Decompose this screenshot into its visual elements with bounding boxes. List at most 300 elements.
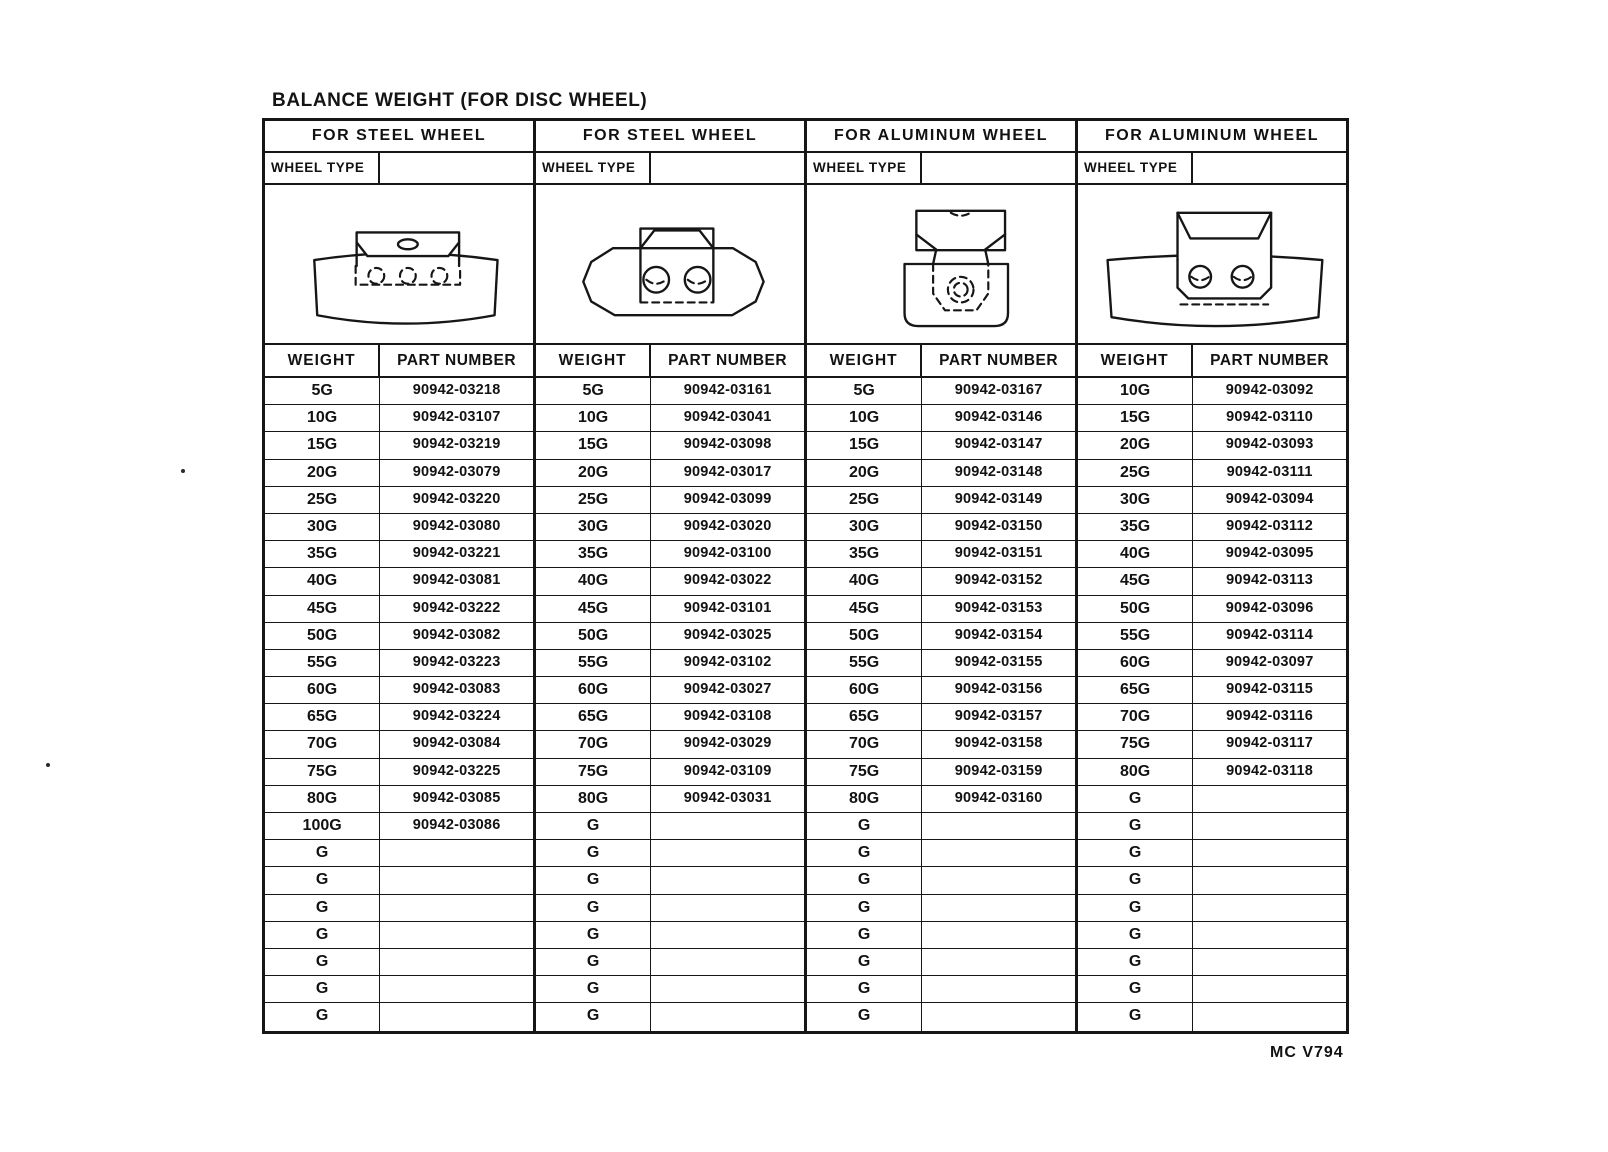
part-number-cell	[1193, 786, 1346, 812]
table-row	[807, 976, 1075, 1003]
table-row	[536, 786, 804, 813]
table-row	[536, 949, 804, 976]
table-row	[265, 405, 533, 432]
table-row	[1078, 759, 1346, 786]
table-row	[1078, 786, 1346, 813]
part-number-cell: 90942-03085	[412, 789, 501, 806]
table-row	[536, 976, 804, 1003]
part-number-cell: 90942-03092	[1225, 382, 1314, 398]
weight-cell: G	[807, 895, 922, 921]
column-headers	[265, 345, 533, 378]
weight-cell: G	[536, 949, 651, 975]
weight-cell: 55G	[536, 650, 651, 676]
group-header: FOR STEEL WHEEL	[265, 121, 533, 153]
weight-cell: 70G	[536, 731, 651, 757]
part-number-cell: 90942-03083	[412, 681, 501, 698]
table-row	[1078, 840, 1346, 867]
weight-cell: 65G	[265, 704, 380, 730]
weight-cell: G	[807, 922, 922, 948]
drawing-code: MC V794	[1270, 1044, 1344, 1061]
weight-cell: 25G	[1078, 460, 1193, 486]
wheel-type-value	[651, 153, 804, 183]
part-number-cell: 90942-03110	[1226, 409, 1314, 426]
group-header: FOR STEEL WHEEL	[536, 121, 804, 153]
weight-cell: 70G	[265, 731, 380, 757]
wheel-weight-diagram-cell	[536, 185, 804, 345]
rim-strip-weight-front-diagram	[265, 185, 533, 343]
table-row	[1078, 976, 1346, 1003]
part-number-cell	[651, 813, 804, 839]
part-number-cell	[922, 1003, 1075, 1030]
wheel-type-value	[1193, 153, 1346, 183]
table-row	[536, 704, 804, 731]
table-row	[536, 596, 804, 623]
part-number-cell: 90942-03150	[954, 517, 1043, 534]
wheel-type-row	[536, 153, 804, 185]
rows-container	[1078, 378, 1346, 1031]
table-row	[265, 432, 533, 459]
table-row	[807, 949, 1075, 976]
weight-cell: G	[265, 976, 380, 1002]
weight-cell: G	[1078, 1003, 1193, 1030]
part-number-column-header: PART NUMBER	[1210, 352, 1330, 369]
table-row	[265, 1003, 533, 1030]
wheel-type-label: WHEEL TYPE	[1078, 153, 1193, 183]
part-number-cell	[651, 922, 804, 948]
part-number-cell: 90942-03095	[1225, 545, 1314, 562]
weight-cell: 45G	[807, 596, 922, 622]
part-number-cell: 90942-03155	[954, 653, 1043, 670]
table-row	[807, 650, 1075, 677]
table-row	[265, 378, 533, 405]
part-number-cell: 90942-03146	[954, 409, 1043, 426]
table-row	[1078, 1003, 1346, 1030]
wheel-type-row	[1078, 153, 1346, 185]
weight-cell: 80G	[265, 786, 380, 812]
weight-cell: G	[807, 1003, 922, 1030]
part-number-cell	[922, 813, 1075, 839]
weight-cell: G	[807, 949, 922, 975]
weight-cell: 45G	[1078, 568, 1193, 594]
rows-container	[807, 378, 1075, 1031]
weight-cell: 25G	[536, 487, 651, 513]
part-number-cell: 90942-03157	[954, 708, 1043, 725]
part-number-cell: 90942-03079	[412, 463, 501, 480]
part-number-cell	[1193, 840, 1346, 866]
weight-cell: G	[536, 1003, 651, 1030]
table-row	[807, 677, 1075, 704]
table-row	[265, 813, 533, 840]
part-number-cell: 90942-03080	[412, 517, 501, 534]
weight-cell: 35G	[265, 541, 380, 567]
table-row	[265, 840, 533, 867]
part-number-cell	[651, 840, 804, 866]
weight-cell: 80G	[536, 786, 651, 812]
part-number-cell: 90942-03097	[1225, 653, 1314, 670]
weight-cell: 20G	[536, 460, 651, 486]
weight-cell: 50G	[807, 623, 922, 649]
aluminum-wheel-table-1	[804, 118, 1078, 1034]
table-row	[807, 786, 1075, 813]
wheel-type-row	[807, 153, 1075, 185]
weight-cell: G	[265, 922, 380, 948]
part-number-cell: 90942-03224	[412, 708, 501, 725]
weight-cell: 30G	[1078, 487, 1193, 513]
part-number-cell	[1193, 895, 1346, 921]
table-row	[536, 677, 804, 704]
part-number-cell	[380, 1003, 533, 1030]
table-row	[265, 487, 533, 514]
weight-cell: 5G	[807, 378, 922, 404]
table-row	[1078, 867, 1346, 894]
part-number-cell: 90942-03167	[954, 382, 1043, 398]
column-headers	[1078, 345, 1346, 378]
table-row	[1078, 596, 1346, 623]
table-row	[807, 623, 1075, 650]
part-number-cell	[380, 895, 533, 921]
weight-cell: G	[807, 976, 922, 1002]
steel-wheel-table-2	[533, 118, 807, 1034]
weight-cell: 20G	[807, 460, 922, 486]
table-row	[536, 650, 804, 677]
weight-cell: G	[265, 1003, 380, 1030]
table-row	[265, 568, 533, 595]
part-number-cell: 90942-03102	[683, 653, 772, 670]
weight-cell: 75G	[265, 759, 380, 785]
weight-cell: 40G	[1078, 541, 1193, 567]
part-number-cell: 90942-03093	[1225, 436, 1314, 453]
part-number-cell: 90942-03081	[412, 572, 501, 589]
wheel-weight-diagram-cell	[1078, 185, 1346, 345]
table-row	[807, 405, 1075, 432]
table-row	[536, 867, 804, 894]
weight-cell: 75G	[536, 759, 651, 785]
weight-cell: 75G	[807, 759, 922, 785]
weight-cell: 5G	[536, 378, 651, 404]
weight-cell: 15G	[1078, 405, 1193, 431]
part-number-cell: 90942-03112	[1226, 517, 1314, 534]
table-row	[807, 596, 1075, 623]
weight-cell: 10G	[536, 405, 651, 431]
part-number-cell	[922, 867, 1075, 893]
table-row	[807, 514, 1075, 541]
weight-cell: G	[1078, 840, 1193, 866]
weight-cell: 15G	[807, 432, 922, 458]
part-number-cell: 90942-03098	[683, 436, 772, 453]
part-number-cell	[651, 895, 804, 921]
weight-cell: 10G	[1078, 378, 1193, 404]
part-number-column-header: PART NUMBER	[939, 352, 1059, 369]
table-row	[807, 378, 1075, 405]
part-number-column-header: PART NUMBER	[668, 352, 788, 369]
part-number-cell: 90942-03100	[683, 545, 772, 562]
table-row	[536, 731, 804, 758]
weight-cell: G	[265, 840, 380, 866]
table-row	[265, 514, 533, 541]
weight-cell: 50G	[265, 623, 380, 649]
weight-cell: G	[1078, 813, 1193, 839]
part-number-cell	[380, 949, 533, 975]
part-number-cell: 90942-03017	[683, 463, 772, 480]
weight-cell: G	[807, 867, 922, 893]
part-number-cell	[922, 840, 1075, 866]
weight-cell: 55G	[1078, 623, 1193, 649]
table-row	[807, 731, 1075, 758]
weight-cell: 65G	[1078, 677, 1193, 703]
wheel-weight-diagram-cell	[265, 185, 533, 345]
table-row	[265, 460, 533, 487]
weight-column-header: WEIGHT	[1078, 345, 1193, 376]
clip-weight-side-section-diagram	[536, 185, 804, 343]
part-number-cell: 90942-03082	[412, 626, 501, 643]
part-number-cell: 90942-03115	[1226, 681, 1314, 698]
part-number-cell: 90942-03084	[412, 735, 501, 752]
part-number-cell	[1193, 976, 1346, 1002]
part-number-cell: 90942-03156	[954, 681, 1043, 698]
weight-cell: G	[265, 949, 380, 975]
weight-cell: G	[536, 922, 651, 948]
wheel-type-row	[265, 153, 533, 185]
part-number-cell	[380, 867, 533, 893]
weight-cell: 55G	[807, 650, 922, 676]
weight-column-header: WEIGHT	[807, 345, 922, 376]
part-number-cell: 90942-03160	[954, 789, 1043, 806]
table-row	[1078, 514, 1346, 541]
weight-cell: 15G	[265, 432, 380, 458]
weight-cell: 30G	[265, 514, 380, 540]
part-number-cell	[1193, 867, 1346, 893]
part-number-cell: 90942-03147	[954, 436, 1043, 453]
part-number-cell: 90942-03151	[954, 545, 1043, 562]
part-number-cell: 90942-03101	[683, 599, 772, 616]
rows-container	[265, 378, 533, 1031]
part-number-cell: 90942-03086	[412, 817, 501, 833]
weight-cell: 35G	[1078, 514, 1193, 540]
table-row	[536, 460, 804, 487]
part-number-cell	[1193, 922, 1346, 948]
table-row	[807, 840, 1075, 867]
weight-cell: 65G	[536, 704, 651, 730]
part-number-cell: 90942-03094	[1225, 490, 1314, 507]
weight-cell: 20G	[1078, 432, 1193, 458]
weight-cell: 50G	[536, 623, 651, 649]
table-row	[807, 704, 1075, 731]
table-row	[536, 405, 804, 432]
table-row	[536, 541, 804, 568]
part-number-cell	[922, 949, 1075, 975]
balance-weight-tables	[262, 118, 1352, 1034]
weight-cell: 45G	[265, 596, 380, 622]
table-row	[1078, 650, 1346, 677]
weight-cell: 40G	[536, 568, 651, 594]
column-headers	[536, 345, 804, 378]
table-row	[536, 1003, 804, 1030]
part-number-cell	[651, 976, 804, 1002]
wheel-type-label: WHEEL TYPE	[265, 153, 380, 183]
table-row	[807, 922, 1075, 949]
part-number-cell: 90942-03041	[683, 409, 772, 426]
table-row	[536, 759, 804, 786]
wheel-type-label: WHEEL TYPE	[807, 153, 922, 183]
weight-cell: 60G	[807, 677, 922, 703]
part-number-cell: 90942-03221	[412, 545, 501, 562]
table-row	[536, 514, 804, 541]
table-row	[1078, 541, 1346, 568]
part-number-cell: 90942-03109	[683, 762, 772, 779]
table-row	[1078, 731, 1346, 758]
wheel-weight-diagram-cell	[807, 185, 1075, 345]
table-row	[1078, 704, 1346, 731]
part-number-cell: 90942-03225	[412, 762, 501, 779]
weight-cell: G	[1078, 922, 1193, 948]
table-row	[265, 650, 533, 677]
part-number-cell: 90942-03222	[412, 599, 501, 616]
part-number-cell: 90942-03149	[954, 490, 1043, 507]
weight-cell: 20G	[265, 460, 380, 486]
table-row	[1078, 623, 1346, 650]
part-number-cell: 90942-03022	[683, 572, 772, 589]
part-number-cell: 90942-03220	[412, 490, 501, 507]
table-row	[265, 731, 533, 758]
table-row	[265, 596, 533, 623]
table-row	[1078, 677, 1346, 704]
part-number-cell	[1193, 1003, 1346, 1030]
weight-cell: 25G	[265, 487, 380, 513]
table-row	[807, 813, 1075, 840]
weight-cell: 70G	[807, 731, 922, 757]
part-number-cell	[651, 867, 804, 893]
part-number-cell: 90942-03029	[683, 735, 772, 752]
part-number-cell: 90942-03027	[683, 681, 772, 698]
scan-speck	[46, 763, 50, 767]
table-row	[1078, 460, 1346, 487]
table-row	[265, 976, 533, 1003]
rim-strip-weight-front-diagram	[1078, 185, 1346, 343]
part-number-cell: 90942-03118	[1226, 762, 1314, 779]
weight-cell: 30G	[807, 514, 922, 540]
table-row	[807, 487, 1075, 514]
weight-cell: 100G	[265, 813, 380, 839]
weight-cell: 80G	[807, 786, 922, 812]
weight-column-header: WEIGHT	[536, 345, 651, 376]
part-number-cell: 90942-03031	[683, 789, 772, 806]
part-number-cell	[651, 949, 804, 975]
table-row	[265, 922, 533, 949]
table-row	[265, 677, 533, 704]
table-row	[265, 759, 533, 786]
table-row	[265, 895, 533, 922]
part-number-cell: 90942-03148	[954, 463, 1043, 480]
weight-cell: G	[1078, 895, 1193, 921]
table-row	[807, 1003, 1075, 1030]
weight-cell: 80G	[1078, 759, 1193, 785]
table-row	[536, 922, 804, 949]
part-number-cell	[380, 840, 533, 866]
part-number-cell: 90942-03111	[1226, 463, 1313, 480]
weight-cell: G	[1078, 976, 1193, 1002]
part-number-cell: 90942-03116	[1226, 708, 1314, 725]
part-number-column-header: PART NUMBER	[397, 352, 517, 369]
part-number-cell: 90942-03113	[1226, 572, 1314, 589]
table-row	[265, 541, 533, 568]
weight-cell: G	[265, 895, 380, 921]
weight-cell: 40G	[265, 568, 380, 594]
part-number-cell: 90942-03152	[954, 572, 1043, 589]
weight-cell: G	[1078, 949, 1193, 975]
part-number-cell: 90942-03154	[954, 626, 1043, 643]
part-number-cell: 90942-03020	[683, 517, 772, 534]
weight-cell: 35G	[536, 541, 651, 567]
table-row	[265, 867, 533, 894]
table-row	[807, 541, 1075, 568]
table-row	[807, 432, 1075, 459]
part-number-cell: 90942-03159	[954, 762, 1043, 779]
weight-cell: G	[265, 867, 380, 893]
part-number-cell: 90942-03025	[683, 626, 772, 643]
weight-cell: 35G	[807, 541, 922, 567]
weight-cell: 15G	[536, 432, 651, 458]
table-row	[536, 813, 804, 840]
weight-cell: G	[1078, 867, 1193, 893]
weight-cell: 60G	[265, 677, 380, 703]
weight-cell: G	[536, 867, 651, 893]
part-number-cell: 90942-03218	[412, 382, 501, 398]
page-title: BALANCE WEIGHT (FOR DISC WHEEL)	[272, 90, 648, 111]
table-row	[1078, 813, 1346, 840]
part-number-cell: 90942-03219	[412, 436, 501, 453]
wheel-type-label: WHEEL TYPE	[536, 153, 651, 183]
weight-cell: 30G	[536, 514, 651, 540]
weight-cell: G	[536, 840, 651, 866]
weight-cell: 70G	[1078, 704, 1193, 730]
steel-wheel-table-1	[262, 118, 536, 1034]
weight-cell: 60G	[1078, 650, 1193, 676]
weight-cell: G	[536, 895, 651, 921]
part-number-cell	[380, 922, 533, 948]
part-number-cell: 90942-03223	[412, 653, 501, 670]
table-row	[1078, 949, 1346, 976]
table-row	[536, 432, 804, 459]
part-number-cell	[922, 976, 1075, 1002]
weight-cell: G	[1078, 786, 1193, 812]
weight-column-header: WEIGHT	[265, 345, 380, 376]
weight-cell: 25G	[807, 487, 922, 513]
table-row	[1078, 378, 1346, 405]
weight-cell: G	[807, 813, 922, 839]
table-row	[1078, 568, 1346, 595]
group-header: FOR ALUMINUM WHEEL	[1078, 121, 1346, 153]
part-number-cell	[922, 895, 1075, 921]
wheel-type-value	[922, 153, 1075, 183]
weight-cell: 65G	[807, 704, 922, 730]
part-number-cell: 90942-03153	[954, 599, 1043, 616]
column-headers	[807, 345, 1075, 378]
weight-cell: 10G	[807, 405, 922, 431]
table-row	[265, 949, 533, 976]
table-row	[536, 840, 804, 867]
part-number-cell: 90942-03161	[683, 382, 772, 398]
part-number-cell	[1193, 949, 1346, 975]
table-row	[265, 623, 533, 650]
weight-cell: 55G	[265, 650, 380, 676]
table-row	[1078, 432, 1346, 459]
weight-cell: 50G	[1078, 596, 1193, 622]
table-row	[1078, 487, 1346, 514]
group-header: FOR ALUMINUM WHEEL	[807, 121, 1075, 153]
weight-cell: 75G	[1078, 731, 1193, 757]
table-row	[807, 568, 1075, 595]
wheel-type-value	[380, 153, 533, 183]
